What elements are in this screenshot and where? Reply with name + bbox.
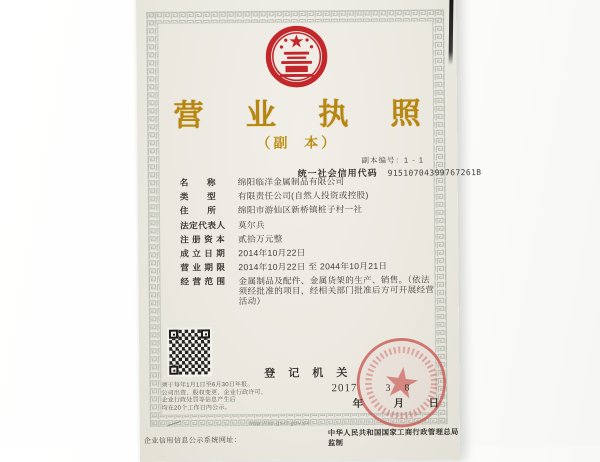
field-value: 莫尔兵 xyxy=(237,219,265,230)
field-label: 住 所 xyxy=(179,205,217,216)
qr-finder-icon xyxy=(169,330,178,339)
field-row-legal-rep xyxy=(180,219,438,231)
annual-report-notice xyxy=(161,382,293,414)
publicity-url: http://sc.gsxt.gov.cn xyxy=(249,420,311,428)
copy-number: 副本编号：1 - 1 xyxy=(361,155,425,166)
issue-month: 3 xyxy=(385,382,391,394)
field-row-scope xyxy=(180,276,438,307)
field-label: 成 立 日 期 xyxy=(180,248,226,259)
field-value: 绵阳市游仙区新桥镇桩子村一社 xyxy=(237,204,363,216)
registrar-label: 登 记 机 关 xyxy=(264,367,353,380)
notice-line: 企业行政处罚等信息产生后 xyxy=(161,397,236,404)
field-row-address xyxy=(180,205,438,217)
field-value: 有限责任公司(自然人投资或控股) xyxy=(237,190,369,202)
issue-day: 8 xyxy=(404,382,410,394)
credit-code-value: 91510704399767261B xyxy=(387,167,482,178)
license-sheet xyxy=(136,0,482,462)
field-list xyxy=(180,176,439,311)
field-value: 绵阳临洋金属制品有限公司 xyxy=(237,176,345,188)
field-value: 金属制品及配件、金属货架的生产、销售。（依法须经批准的项目，经相关部门批准后方可开展经营活动） xyxy=(238,274,435,306)
issuing-authority-imprint: 中华人民共和国国家工商行政管理总局监制 xyxy=(327,427,459,448)
issue-year: 2017 xyxy=(331,382,358,395)
field-row-name xyxy=(180,176,438,188)
qr-finder-icon xyxy=(201,329,210,338)
month-character: 月 xyxy=(393,397,405,410)
notice-line: 须于每年1月1日至6月30日年报。 xyxy=(161,381,254,389)
license-title: 营 业 执 照 xyxy=(173,97,438,133)
notice-line: 公司出资、股权变更、企业行政许可、 xyxy=(161,389,267,397)
day-character: 日 xyxy=(428,397,440,410)
field-label: 营 业 期 限 xyxy=(180,262,226,273)
credit-code-label: 统一社会信用代码 xyxy=(297,167,378,179)
field-value: 2014年10月22日 xyxy=(238,247,306,259)
national-emblem-icon xyxy=(265,24,328,89)
qr-code xyxy=(169,329,210,374)
registrar-red-seal xyxy=(349,330,454,435)
field-label: 注 册 资 本 xyxy=(180,233,226,245)
publicity-system-label: 企业信用信息公示系统网址： xyxy=(143,437,242,445)
field-label: 经 营 范 围 xyxy=(180,276,226,287)
field-row-capital xyxy=(180,233,438,245)
field-row-type xyxy=(180,191,438,203)
notice-line: 均在20个工作日内公示。 xyxy=(161,404,231,412)
field-value: 贰拾万元整 xyxy=(238,233,283,244)
field-row-term xyxy=(180,261,438,273)
license-subtitle: （副 本） xyxy=(256,134,339,151)
qr-finder-icon xyxy=(169,366,178,375)
field-value: 2014年10月22日 至 2044年10月21日 xyxy=(238,260,388,273)
field-label: 名 称 xyxy=(179,177,217,188)
field-label: 法定代表人 xyxy=(179,219,226,231)
field-label: 类 型 xyxy=(179,191,217,202)
year-character: 年 xyxy=(352,398,364,411)
field-row-founded xyxy=(180,247,438,259)
